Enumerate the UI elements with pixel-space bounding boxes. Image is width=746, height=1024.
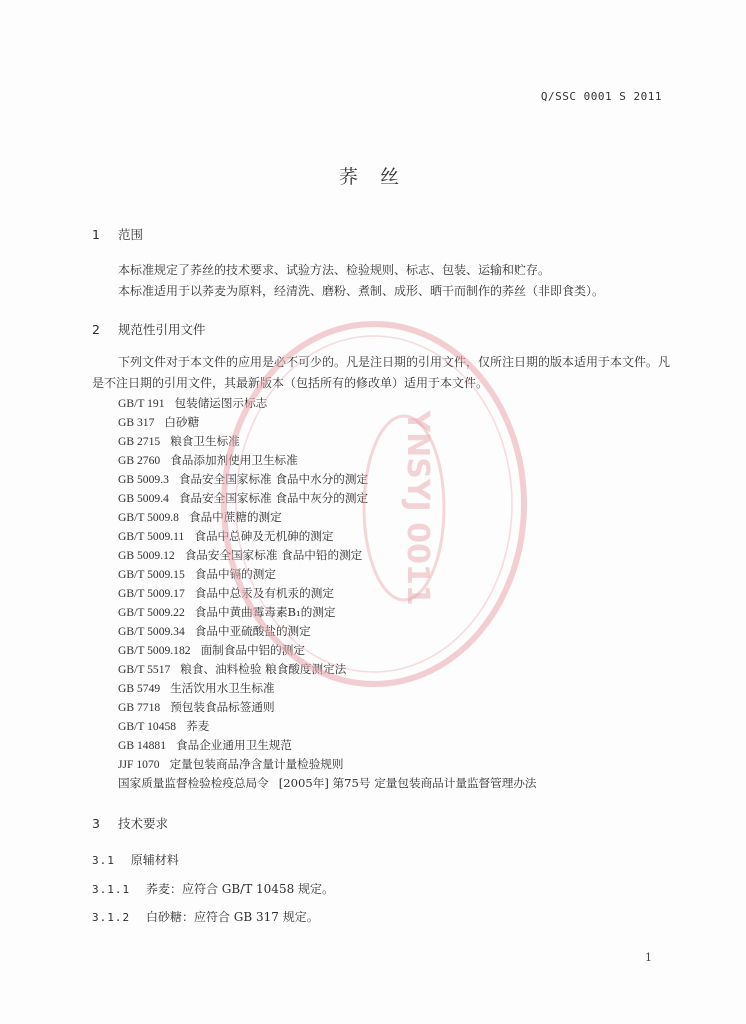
- reference-title: 白砂糖: [164, 415, 200, 429]
- reference-code: GB 5009.12: [118, 549, 175, 562]
- reference-title: 定量包装商品净含量计量检验规则: [169, 757, 344, 771]
- reference-item: [118, 546, 537, 565]
- subsection-number: 3.1: [92, 854, 115, 867]
- subsection-3-1-2: [92, 908, 319, 925]
- subsection-number: 3.1.1: [92, 883, 131, 896]
- reference-title: 食品安全国家标准 食品中铅的测定: [184, 548, 363, 562]
- page-number: 1: [645, 951, 652, 964]
- scope-paragraph-2: 本标准适用于以荞麦为原料，经清洗、磨粉、煮制、成形、晒干而制作的荞丝（非即食类）。: [118, 284, 605, 298]
- references-intro: 下列文件对于本文件的应用是必不可少的。凡是注日期的引用文件，仅所注日期的版本适用于本文件。凡是不注日期的引用文件，其最新版本（包括所有的修改单）适用于本文件。: [92, 355, 671, 390]
- subsection-text: 荞麦：应符合 GB/T 10458 规定。: [145, 882, 335, 896]
- reference-item: [118, 717, 537, 736]
- reference-title: 面制食品中铝的测定: [200, 643, 305, 657]
- subsection-text: 原辅材料: [130, 853, 179, 867]
- reference-code: GB 2760: [118, 454, 161, 467]
- subsection-3-1: [92, 851, 179, 868]
- reference-code: GB/T 5517: [118, 663, 171, 676]
- reference-list: [118, 394, 537, 793]
- reference-title: 粮食、油料检验 粮食酸度测定法: [180, 662, 347, 676]
- reference-item: [118, 584, 537, 603]
- reference-code: GB 2715: [118, 435, 161, 448]
- reference-item: [118, 603, 537, 622]
- reference-code: JJF 1070: [118, 758, 160, 771]
- reference-code: GB/T 5009.8: [118, 511, 179, 524]
- reference-title: 食品中亚硫酸盐的测定: [194, 624, 311, 638]
- reference-code: GB 5009.3: [118, 473, 169, 486]
- reference-code: GB/T 10458: [118, 720, 177, 733]
- reference-code: 国家质量监督检验检疫总局令: [118, 777, 269, 790]
- reference-code: GB/T 5009.17: [118, 587, 185, 600]
- reference-item: [118, 413, 537, 432]
- document-title: 荞 丝: [338, 166, 408, 188]
- reference-code: GB 5009.4: [118, 492, 169, 505]
- reference-code: GB 5749: [118, 682, 161, 695]
- subsection-text: 白砂糖：应符合 GB 317 规定。: [145, 910, 319, 924]
- reference-item: [118, 394, 537, 413]
- reference-title: 食品安全国家标准 食品中灰分的测定: [178, 491, 369, 505]
- subsection-number: 3.1.2: [92, 911, 131, 924]
- section-title: 范围: [117, 227, 143, 242]
- section-number: 1: [92, 227, 100, 242]
- reference-title: 食品中镉的测定: [194, 567, 276, 581]
- reference-code: GB/T 5009.34: [118, 625, 185, 638]
- reference-title: 粮食卫生标准: [170, 434, 240, 448]
- reference-item: [118, 736, 537, 755]
- reference-title: 食品中蔗糖的测定: [188, 510, 282, 524]
- section-number: 2: [92, 322, 100, 337]
- reference-item: [118, 565, 537, 584]
- reference-item: [118, 527, 537, 546]
- scope-paragraph-1: 本标准规定了荞丝的技术要求、试验方法、检验规则、标志、包装、运输和贮存。: [118, 263, 551, 277]
- section-1-heading: [92, 225, 143, 243]
- reference-code: GB 14881: [118, 739, 166, 752]
- reference-code: GB/T 5009.15: [118, 568, 185, 581]
- reference-item: [118, 508, 537, 527]
- section-title: 技术要求: [117, 816, 168, 831]
- reference-item: [118, 432, 537, 451]
- reference-title: [2005年] 第75号 定量包装商品计量监督管理办法: [278, 776, 537, 790]
- reference-item: [118, 451, 537, 470]
- reference-code: GB/T 5009.182: [118, 644, 191, 657]
- reference-title: 预包装食品标签通则: [170, 700, 275, 714]
- reference-title: 食品中总汞及有机汞的测定: [194, 586, 334, 600]
- reference-item: [118, 641, 537, 660]
- reference-title: 食品企业通用卫生规范: [176, 738, 292, 752]
- reference-item: [118, 470, 537, 489]
- reference-code: GB/T 5009.11: [118, 530, 185, 543]
- reference-code: GB 317: [118, 416, 155, 429]
- reference-title: 食品添加剂使用卫生标准: [170, 453, 298, 467]
- reference-title: 生活饮用水卫生标准: [170, 681, 275, 695]
- reference-code: GB/T 5009.22: [118, 606, 185, 619]
- standard-code: Q/SSC 0001 S 2011: [540, 90, 662, 103]
- reference-item: [118, 698, 537, 717]
- section-title: 规范性引用文件: [117, 322, 206, 337]
- reference-item: [118, 489, 537, 508]
- reference-item: [118, 660, 537, 679]
- reference-title: 包装储运图示标志: [174, 396, 268, 410]
- reference-item: [118, 755, 537, 774]
- reference-title: 荞麦: [186, 719, 210, 733]
- reference-code: GB/T 191: [118, 397, 165, 410]
- section-3-heading: [92, 814, 168, 832]
- subsection-3-1-1: [92, 880, 334, 897]
- reference-title: 食品中总砷及无机砷的测定: [194, 529, 334, 543]
- reference-item: [118, 774, 537, 793]
- reference-title: 食品中黄曲霉毒素B₁的测定: [194, 605, 336, 619]
- reference-item: [118, 622, 537, 641]
- section-number: 3: [92, 816, 100, 831]
- reference-code: GB 7718: [118, 701, 161, 714]
- reference-title: 食品安全国家标准 食品中水分的测定: [178, 472, 369, 486]
- section-2-heading: [92, 320, 206, 338]
- reference-item: [118, 679, 537, 698]
- seal-inner-text: YNSYJ 0011: [400, 410, 435, 606]
